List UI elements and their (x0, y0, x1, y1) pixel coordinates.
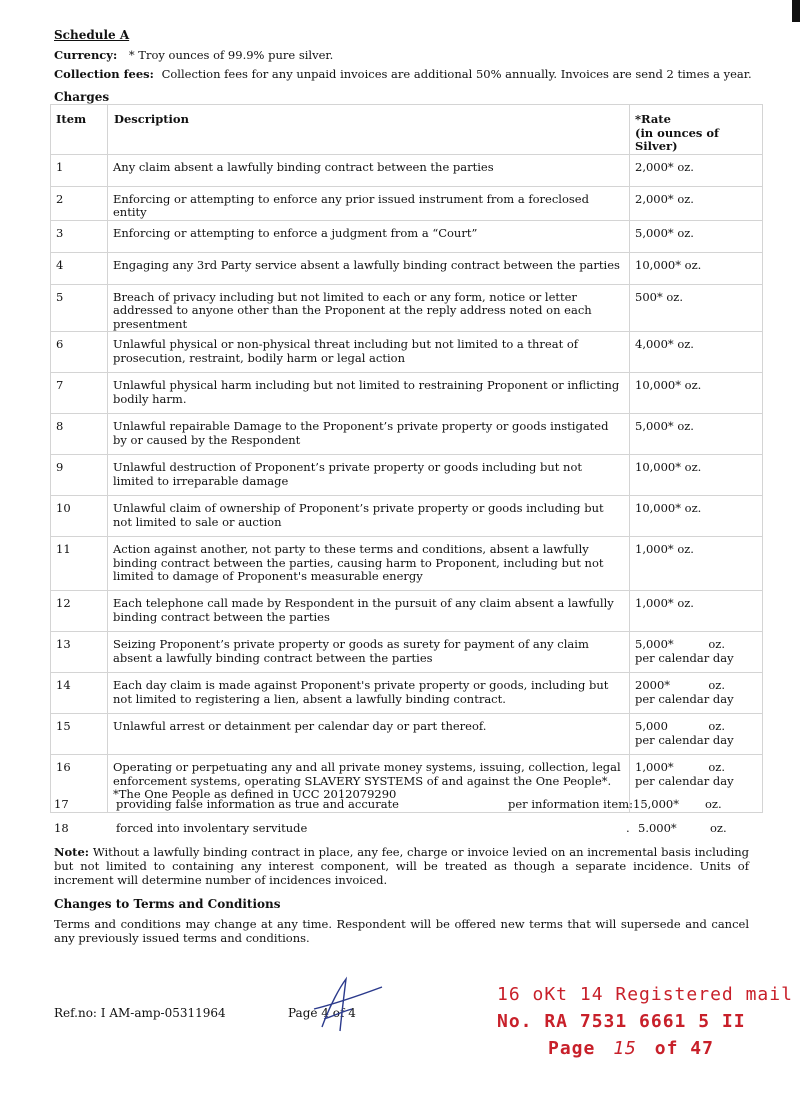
header-rate-line2: (in ounces of Silver) (635, 125, 719, 153)
table-row (51, 186, 763, 220)
row-item-number: 3 (51, 220, 108, 252)
row-item-number: 11 (51, 537, 108, 591)
row-description-cell (108, 673, 630, 714)
changes-text: Terms and conditions may change at any time. Respondent will be offered new terms that will supersede and cancel any previously issued terms and conditions. (54, 917, 749, 945)
extra-row-item-number: 17 (54, 797, 69, 811)
row-item-number: 9 (51, 455, 108, 496)
extra-row-period: per information item: (508, 797, 634, 811)
row-description-cell (108, 252, 630, 284)
row-description-cell (108, 455, 630, 496)
row-item-number: 6 (51, 332, 108, 373)
row-rate: 500* oz. (635, 289, 683, 304)
row-description: Enforcing or attempting to enforce a judgment from a “Court” (113, 225, 478, 240)
extra-row-period: . (626, 821, 630, 835)
row-rate: 2,000* oz. (635, 159, 694, 174)
stamp-page-total: of 47 (654, 1038, 714, 1059)
row-rate: 5,000 (635, 719, 668, 733)
row-item-number: 14 (51, 673, 108, 714)
row-rate-unit: oz. (708, 678, 725, 692)
row-rate-unit: oz. (708, 637, 725, 651)
row-description-cell (108, 496, 630, 537)
table-row (51, 284, 763, 332)
extra-row-description: forced into involentary servitude (116, 821, 308, 835)
row-item-number: 10 (51, 496, 108, 537)
currency-text: * Troy ounces of 99.9% pure silver. (128, 48, 334, 62)
row-rate-line (635, 720, 725, 734)
row-item-number: 1 (51, 154, 108, 186)
row-description: Unlawful physical harm including but not limited to restraining Proponent or inflicting bodily harm. (113, 378, 620, 406)
row-description-footnote: *The One People as defined in UCC 2012079290 (113, 787, 397, 801)
extra-row-unit: oz. (710, 821, 727, 835)
table-row (51, 220, 763, 252)
row-description: Unlawful claim of ownership of Proponent’s private property or goods including but not limited to sale or auction (113, 501, 604, 529)
row-item-number: 12 (51, 591, 108, 632)
table-row (51, 252, 763, 284)
row-description-cell (108, 591, 630, 632)
currency-label: Currency: (54, 48, 118, 62)
row-description: Any claim absent a lawfully binding contract between the parties (113, 159, 494, 174)
table-header-row (51, 105, 763, 155)
row-rate-cell (630, 673, 763, 714)
schedule-title: Schedule A (54, 28, 130, 42)
stamp-line-2: No. RA 7531 6661 5 II (497, 1011, 746, 1032)
row-rate-cell (630, 714, 763, 755)
row-rate-period: per calendar day (635, 732, 734, 747)
row-rate: 5,000* (635, 637, 674, 651)
extra-row-description: providing false information as true and accurate (116, 797, 399, 811)
table-row (51, 632, 763, 673)
row-rate-cell (630, 220, 763, 252)
row-description: Unlawful arrest or detainment per calendar day or part thereof. (113, 719, 487, 733)
row-rate-period: per calendar day (635, 773, 734, 788)
stamp-page-label: Page (548, 1038, 596, 1059)
row-rate: 5,000* oz. (635, 225, 694, 240)
header-item: Item (51, 105, 108, 155)
extra-row-unit: oz. (705, 797, 722, 811)
row-description: Enforcing or attempting to enforce any prior issued instrument from a foreclosed entity (113, 191, 589, 219)
row-rate-cell (630, 154, 763, 186)
row-rate-unit: oz. (708, 760, 725, 774)
stamp-page-number: 15 (613, 1038, 637, 1059)
table-row (51, 154, 763, 186)
row-rate: 10,000* oz. (635, 378, 702, 392)
table-row (51, 591, 763, 632)
row-rate-cell (630, 591, 763, 632)
row-rate-cell (630, 186, 763, 220)
row-description-cell (108, 284, 630, 332)
table-row (51, 673, 763, 714)
extra-row-rate: 15,000* (633, 797, 679, 811)
row-description: Each day claim is made against Proponent's private property or goods, including but not limited to registering a lien, absent a lawfully binding contract. (113, 678, 609, 706)
row-rate-cell (630, 414, 763, 455)
charges-table (50, 104, 763, 813)
note-paragraph (54, 845, 749, 887)
reference-number: Ref.no: I AM-amp-05311964 (54, 1006, 226, 1020)
header-rate (630, 105, 763, 155)
row-item-number: 15 (51, 714, 108, 755)
row-item-number: 4 (51, 252, 108, 284)
row-description-cell (108, 537, 630, 591)
collection-fees-line (54, 67, 752, 81)
row-rate: 2,000* oz. (635, 191, 694, 206)
row-rate: 1,000* (635, 760, 674, 774)
row-rate-unit: oz. (708, 719, 725, 733)
row-rate: 1,000* oz. (635, 596, 694, 610)
row-rate: 10,000* oz. (635, 501, 702, 515)
stamp-line-1: 16 oKt 14 Registered mail (497, 984, 793, 1005)
table-body (51, 154, 763, 813)
row-rate-cell (630, 537, 763, 591)
row-rate-cell (630, 332, 763, 373)
row-rate-cell (630, 496, 763, 537)
row-description: Unlawful repairable Damage to the Proponent’s private property or goods instigated by or caused by the Respondent (113, 419, 609, 447)
note-label: Note: (54, 845, 90, 859)
header-description: Description (108, 105, 630, 155)
row-description-cell (108, 332, 630, 373)
row-description-cell (108, 632, 630, 673)
collection-fees-label: Collection fees: (54, 67, 154, 81)
note-text: Without a lawfully binding contract in place, any fee, charge or invoice levied on an incremental basis including but not limited to containing any interest component, will be treated as though a separate incidence. Units of increment will determine number of incidences invoiced. (54, 845, 750, 887)
row-rate-cell (630, 252, 763, 284)
header-rate-line1: *Rate (635, 112, 671, 126)
stamp-line-3 (548, 1038, 714, 1059)
row-description-cell (108, 220, 630, 252)
charges-heading: Charges (54, 90, 110, 104)
row-description-cell (108, 373, 630, 414)
row-description-cell (108, 714, 630, 755)
signature-mark (300, 975, 390, 1035)
row-description: Unlawful physical or non-physical threat including but not limited to a threat of prosecution, restraint, bodily harm or legal action (113, 337, 579, 365)
table-row (51, 537, 763, 591)
row-description: Breach of privacy including but not limited to each or any form, notice or letter addressed to anyone other than the Proponent at the reply address noted on each presentment (113, 289, 592, 331)
row-rate-cell (630, 284, 763, 332)
table-row (51, 332, 763, 373)
row-description: Action against another, not party to these terms and conditions, absent a lawfully binding contract between the parties, causing harm to Proponent, including but not limited to damage of Proponent's measurable energy (113, 542, 604, 583)
scan-edge-mark (792, 0, 800, 22)
row-rate-line (635, 761, 725, 775)
row-description-cell (108, 414, 630, 455)
row-description: Each telephone call made by Respondent in the pursuit of any claim absent a lawfully binding contract between the parties (113, 596, 614, 624)
row-description: Unlawful destruction of Proponent’s private property or goods including but not limited to irreparable damage (113, 460, 582, 488)
row-rate: 1,000* oz. (635, 542, 694, 556)
table-row (51, 496, 763, 537)
row-rate-period: per calendar day (635, 650, 734, 665)
row-description: Operating or perpetuating any and all private money systems, issuing, collection, legal enforcement systems, operating SLAVERY SYSTEMS of and against the One People*. (113, 760, 621, 788)
row-description-cell (108, 186, 630, 220)
extra-row-item-number: 18 (54, 821, 69, 835)
row-item-number: 5 (51, 284, 108, 332)
collection-fees-text: Collection fees for any unpaid invoices are additional 50% annually. Invoices are send 2 times a year. (161, 67, 752, 81)
row-rate-cell (630, 632, 763, 673)
row-rate: 5,000* oz. (635, 419, 694, 433)
row-rate: 2000* (635, 678, 671, 692)
row-rate-period: per calendar day (635, 691, 734, 706)
row-item-number: 2 (51, 186, 108, 220)
page-number: Page 4 of 4 (288, 1006, 356, 1020)
row-item-number: 7 (51, 373, 108, 414)
row-description-cell (108, 154, 630, 186)
row-item-number: 13 (51, 632, 108, 673)
row-rate-line (635, 679, 725, 693)
table-row (51, 373, 763, 414)
row-rate-line (635, 638, 725, 652)
row-rate-cell (630, 373, 763, 414)
row-description: Seizing Proponent’s private property or goods as surety for payment of any claim absent a lawfully binding contract between the parties (113, 637, 589, 665)
extra-row-rate: 5.000* (638, 821, 677, 835)
row-rate: 10,000* oz. (635, 460, 702, 474)
row-description: Engaging any 3rd Party service absent a lawfully binding contract between the parties (113, 257, 620, 272)
row-rate: 10,000* oz. (635, 257, 702, 272)
currency-line (54, 48, 333, 62)
row-item-number: 16 (51, 755, 108, 813)
table-row (51, 714, 763, 755)
changes-heading: Changes to Terms and Conditions (54, 897, 281, 911)
table-row (51, 414, 763, 455)
row-item-number: 8 (51, 414, 108, 455)
table-row (51, 455, 763, 496)
row-rate-cell (630, 455, 763, 496)
row-rate: 4,000* oz. (635, 337, 694, 351)
